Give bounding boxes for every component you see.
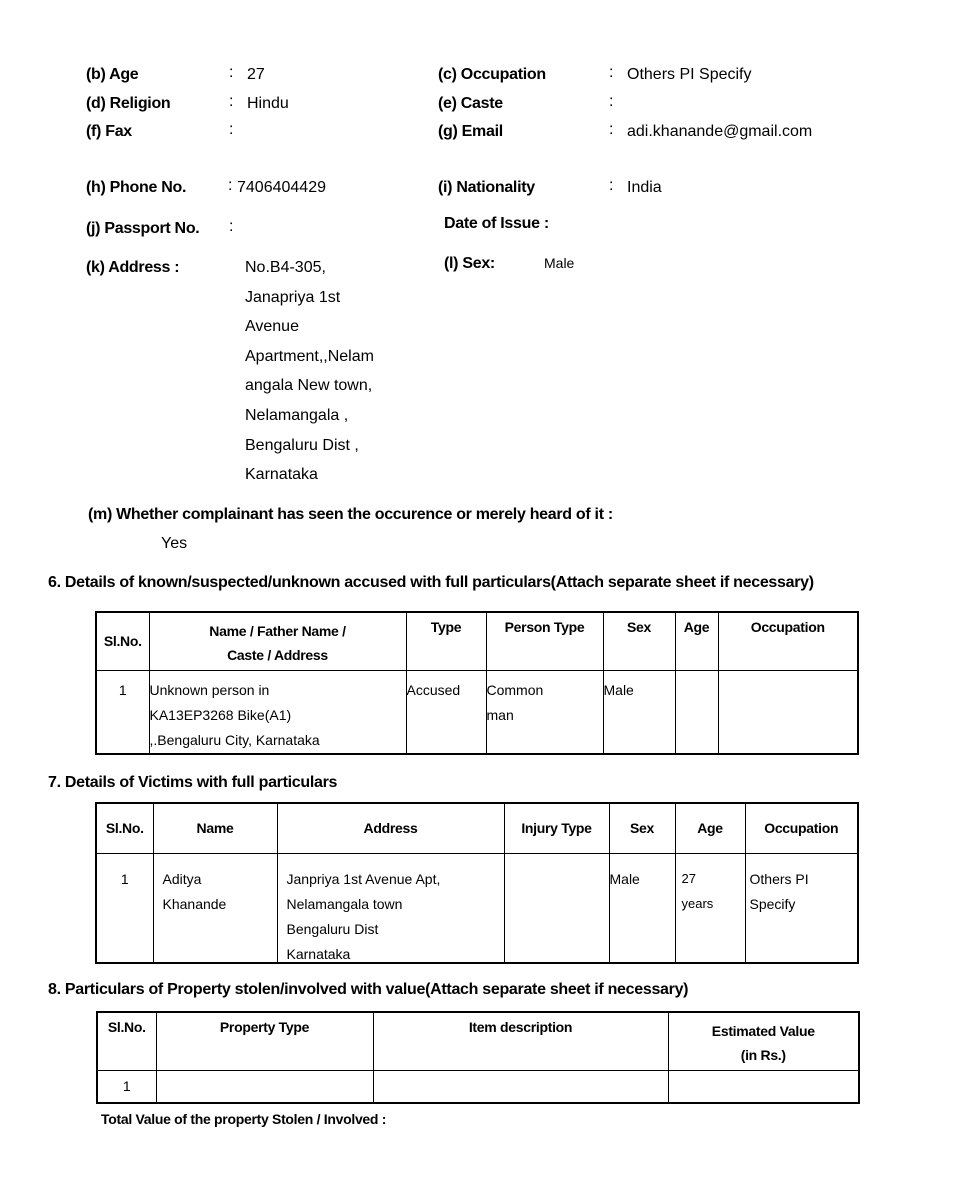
header-item-description: Item description <box>373 1012 668 1070</box>
email-value: adi.khanande@gmail.com <box>627 123 813 140</box>
header-address: Address <box>277 803 504 853</box>
header-name: Name <box>153 803 277 853</box>
header-estimated-value: Estimated Value (in Rs.) <box>668 1012 859 1070</box>
header-occupation: Occupation <box>745 803 858 853</box>
cell-type: Accused <box>406 670 486 754</box>
victims-table <box>95 802 859 964</box>
header-name: Name / Father Name / Caste / Address <box>149 612 406 670</box>
address-line: Nelamangala , <box>245 407 349 424</box>
cell-name: Unknown person in KA13EP3268 Bike(A1) ,.Bengaluru City, Karnataka <box>149 670 406 754</box>
cell-property-type <box>156 1070 373 1103</box>
header-type: Type <box>406 612 486 670</box>
accused-table <box>95 611 859 755</box>
address-label: (k) Address : <box>86 259 180 276</box>
sex-label: (l) Sex: <box>444 255 495 272</box>
nationality-colon: : <box>609 177 614 194</box>
phone-colon: : <box>228 177 233 194</box>
cell-injury-type <box>504 853 609 963</box>
address-line: Janapriya 1st <box>245 289 341 306</box>
cell-sex: Male <box>603 670 675 754</box>
occupation-colon: : <box>609 64 614 81</box>
table-header-row <box>97 1012 859 1070</box>
email-label: (g) Email <box>438 123 503 140</box>
cell-name: Aditya Khanande <box>153 853 277 963</box>
caste-label: (e) Caste <box>438 95 503 112</box>
religion-value: Hindu <box>247 95 289 112</box>
header-slno: Sl.No. <box>97 1012 156 1070</box>
header-person-type: Person Type <box>486 612 603 670</box>
occupation-label: (c) Occupation <box>438 66 546 83</box>
header-sex: Sex <box>603 612 675 670</box>
cell-description <box>373 1070 668 1103</box>
cell-age <box>675 670 718 754</box>
header-slno: Sl.No. <box>96 803 153 853</box>
phone-value: 7406404429 <box>237 179 326 196</box>
section-6-title: 6. Details of known/suspected/unknown accused with full particulars(Attach separate sheet if necessary) <box>48 574 814 591</box>
nationality-label: (i) Nationality <box>438 179 535 196</box>
caste-colon: : <box>609 93 614 110</box>
cell-age: 27 years <box>675 853 745 963</box>
address-line: Karnataka <box>245 466 318 483</box>
cell-person-type: Common man <box>486 670 603 754</box>
fax-label: (f) Fax <box>86 123 132 140</box>
address-line: Avenue <box>245 318 299 335</box>
table-row <box>96 853 858 963</box>
seen-occurrence-label: (m) Whether complainant has seen the occurence or merely heard of it : <box>88 506 613 523</box>
cell-slno: 1 <box>97 1070 156 1103</box>
table-header-row <box>96 612 858 670</box>
age-label: (b) Age <box>86 66 139 83</box>
passport-colon: : <box>229 218 234 235</box>
address-line: Apartment,,Nelam <box>245 348 374 365</box>
section-7-title: 7. Details of Victims with full particulars <box>48 774 338 791</box>
cell-slno: 1 <box>96 853 153 963</box>
header-property-type: Property Type <box>156 1012 373 1070</box>
cell-sex: Male <box>609 853 675 963</box>
passport-label: (j) Passport No. <box>86 220 200 237</box>
cell-address: Janpriya 1st Avenue Apt, Nelamangala town Bengaluru Dist Karnataka <box>277 853 504 963</box>
email-colon: : <box>609 121 614 138</box>
header-age: Age <box>675 612 718 670</box>
header-age: Age <box>675 803 745 853</box>
seen-occurrence-value: Yes <box>161 535 188 552</box>
occupation-value: Others PI Specify <box>627 66 752 83</box>
date-of-issue-label: Date of Issue : <box>444 215 549 232</box>
header-sex: Sex <box>609 803 675 853</box>
cell-slno: 1 <box>96 670 149 754</box>
age-colon: : <box>229 64 234 81</box>
fax-colon: : <box>229 121 234 138</box>
cell-value <box>668 1070 859 1103</box>
cell-occupation: Others PI Specify <box>745 853 858 963</box>
total-value-label: Total Value of the property Stolen / Involved : <box>101 1111 387 1127</box>
religion-colon: : <box>229 93 234 110</box>
phone-label: (h) Phone No. <box>86 179 187 196</box>
header-injury-type: Injury Type <box>504 803 609 853</box>
nationality-value: India <box>627 179 662 196</box>
address-line: angala New town, <box>245 377 373 394</box>
table-header-row <box>96 803 858 853</box>
address-line: No.B4-305, <box>245 259 326 276</box>
section-8-title: 8. Particulars of Property stolen/involved with value(Attach separate sheet if necessary) <box>48 981 689 998</box>
age-value: 27 <box>247 66 265 83</box>
cell-occupation <box>718 670 858 754</box>
header-slno: Sl.No. <box>96 612 149 670</box>
address-line: Bengaluru Dist , <box>245 437 359 454</box>
property-table <box>96 1011 860 1104</box>
sex-value: Male <box>544 255 575 271</box>
religion-label: (d) Religion <box>86 95 171 112</box>
header-occupation: Occupation <box>718 612 858 670</box>
table-row <box>97 1070 859 1103</box>
table-row <box>96 670 858 754</box>
